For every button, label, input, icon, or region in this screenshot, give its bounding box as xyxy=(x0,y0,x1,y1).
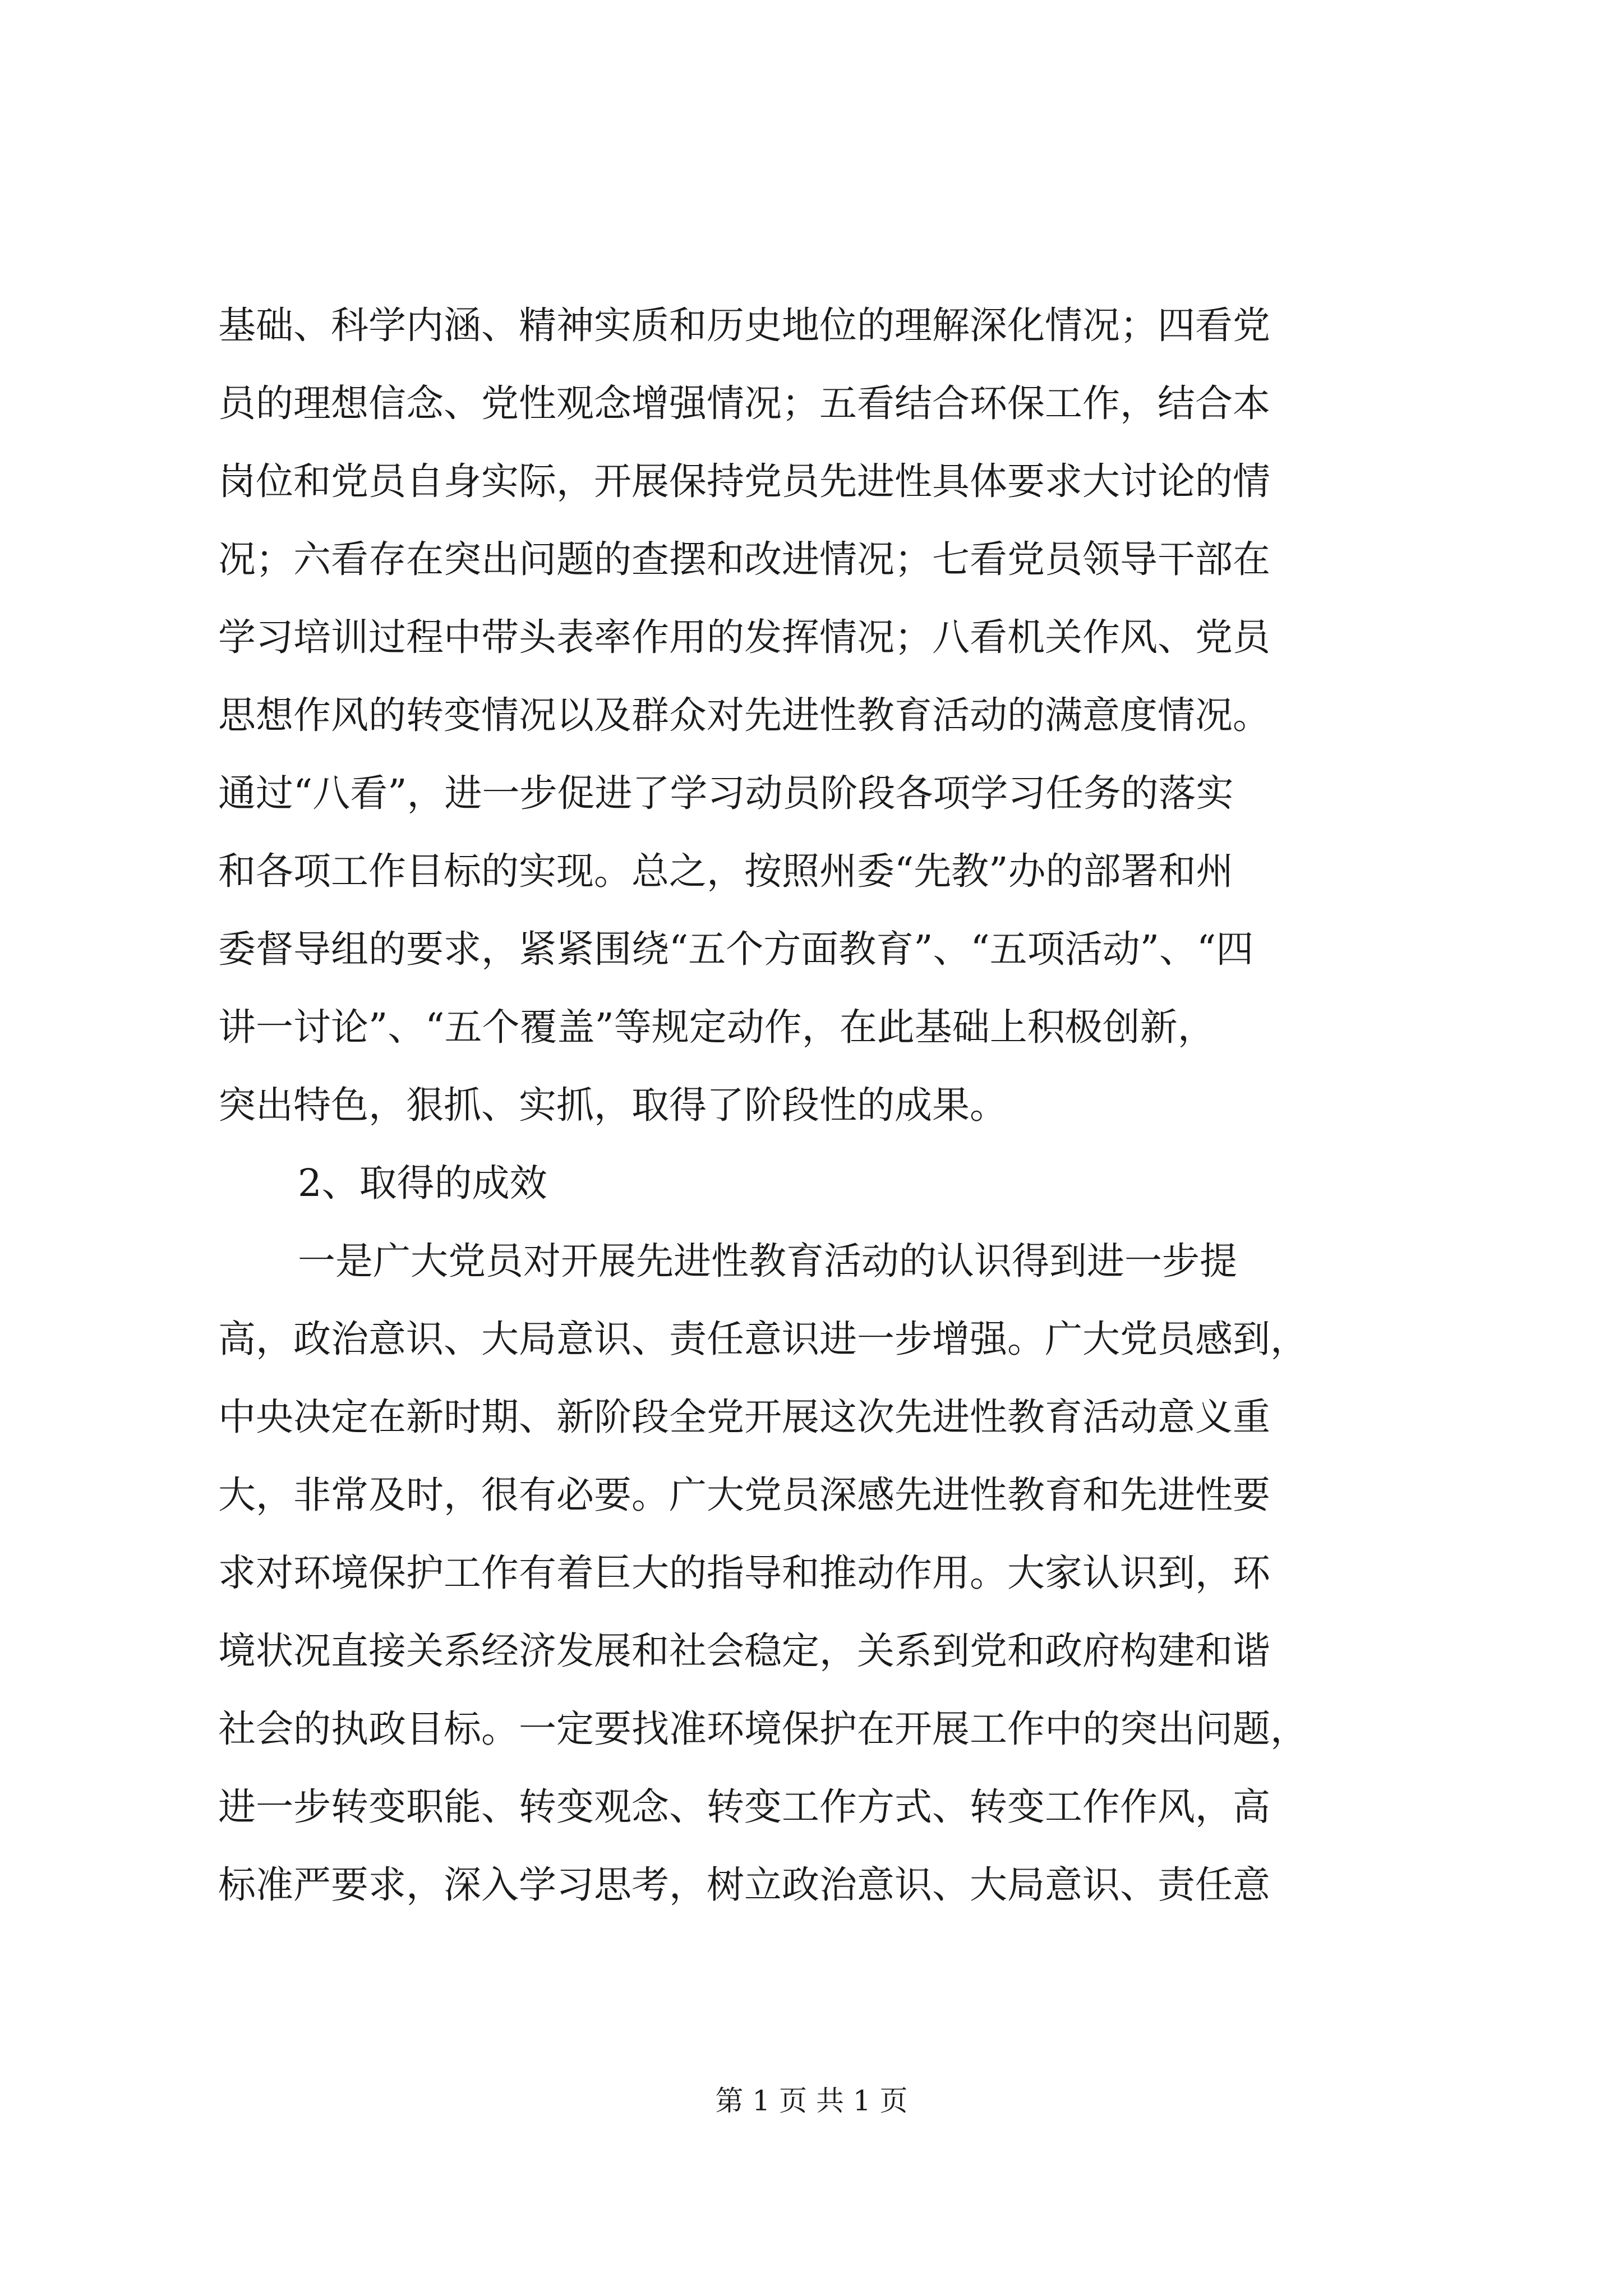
body-line: 讲一讨论”、“五个覆盖”等规定动作，在此基础上积极创新， xyxy=(218,1005,1215,1049)
body-line: 和各项工作目标的实现。总之，按照州委“先教”办的部署和州 xyxy=(218,849,1234,893)
body-line: 标准严要求，深入学习思考，树立政治意识、大局意识、责任意 xyxy=(218,1863,1270,1907)
body-line: 进一步转变职能、转变观念、转变工作方式、转变工作作风，高 xyxy=(218,1785,1270,1829)
body-line: 岗位和党员自身实际，开展保持党员先进性具体要求大讨论的情 xyxy=(218,459,1270,503)
body-line: 社会的执政目标。一定要找准环境保护在开展工作中的突出问题， xyxy=(218,1707,1308,1751)
body-line: 况；六看存在突出问题的查摆和改进情况；七看党员领导干部在 xyxy=(218,537,1270,581)
page-footer: 第 1 页 共 1 页 xyxy=(715,2085,908,2117)
body-line: 员的理想信念、党性观念增强情况；五看结合环保工作，结合本 xyxy=(218,381,1270,425)
body-line: 学习培训过程中带头表率作用的发挥情况；八看机关作风、党员 xyxy=(218,615,1270,659)
body-line: 境状况直接关系经济发展和社会稳定，关系到党和政府构建和谐 xyxy=(218,1629,1270,1673)
body-line: 高，政治意识、大局意识、责任意识进一步增强。广大党员感到， xyxy=(218,1317,1308,1361)
body-line: 大，非常及时，很有必要。广大党员深感先进性教育和先进性要 xyxy=(218,1473,1270,1517)
body-line: 突出特色，狠抓、实抓，取得了阶段性的成果。 xyxy=(218,1083,1007,1127)
body-line: 思想作风的转变情况以及群众对先进性教育活动的满意度情况。 xyxy=(218,693,1270,737)
section-heading: 2、取得的成效 xyxy=(298,1161,547,1205)
body-line: 委督导组的要求，紧紧围绕“五个方面教育”、“五项活动”、“四 xyxy=(218,927,1254,971)
body-line: 基础、科学内涵、精神实质和历史地位的理解深化情况；四看党 xyxy=(218,303,1270,347)
body-line: 中央决定在新时期、新阶段全党开展这次先进性教育活动意义重 xyxy=(218,1395,1270,1439)
body-line: 通过“八看”，进一步促进了学习动员阶段各项学习任务的落实 xyxy=(218,771,1234,815)
paragraph-first-line: 一是广大党员对开展先进性教育活动的认识得到进一步提 xyxy=(298,1239,1237,1283)
body-line: 求对环境保护工作有着巨大的指导和推动作用。大家认识到，环 xyxy=(218,1551,1270,1595)
